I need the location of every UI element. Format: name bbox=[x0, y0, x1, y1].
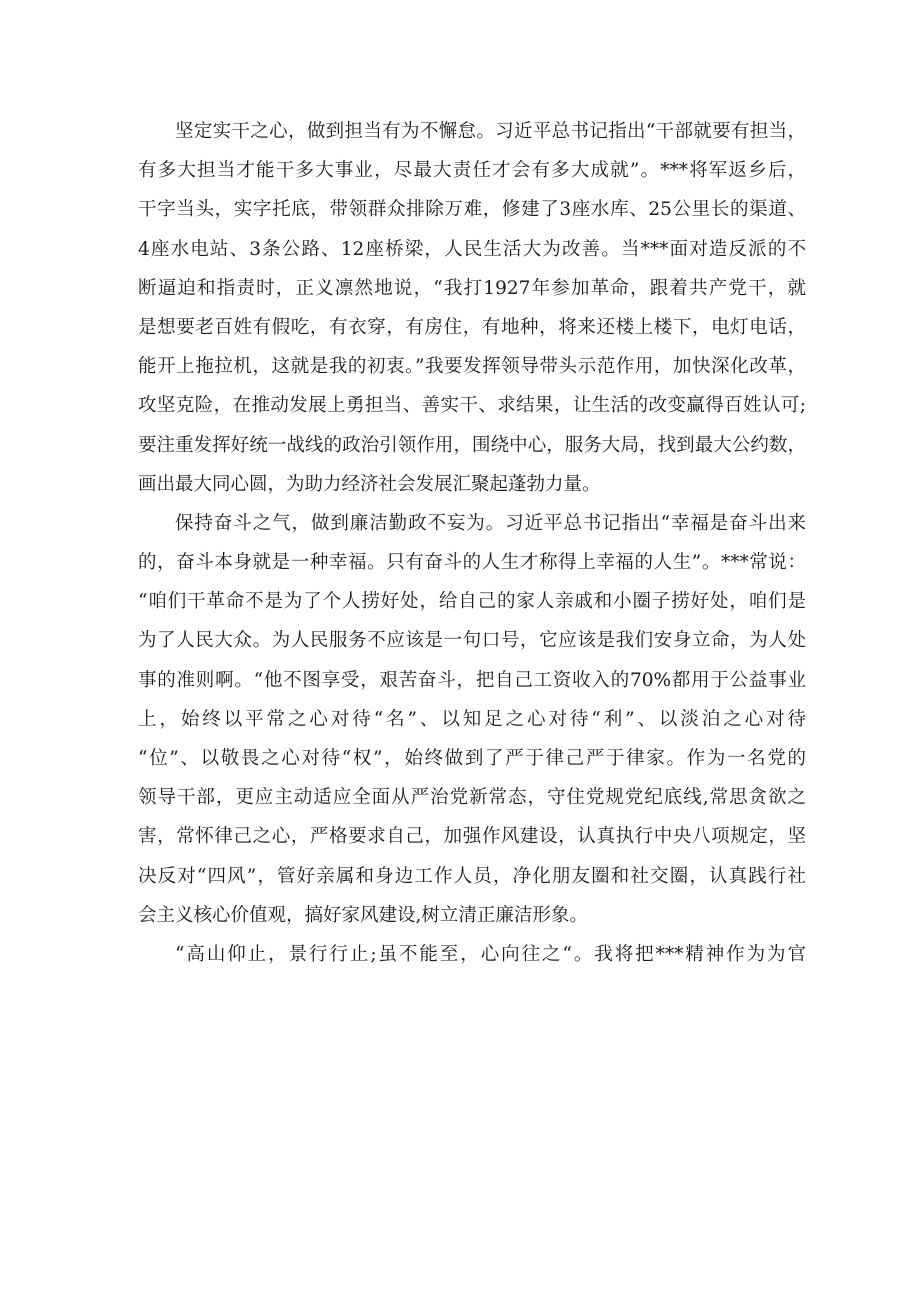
text-line: 保持奋斗之气，做到廉洁勤政不妄为。习近平总书记指出“幸福是奋斗出来 bbox=[175, 512, 806, 534]
text-line: 决反对“四风”，管好亲属和身边工作人员，净化朋友圈和社交圈，认真践行社 bbox=[138, 865, 806, 887]
text-line: 的，奋斗本身就是一种幸福。只有奋斗的人生才称得上幸福的人生”。***常说： bbox=[138, 552, 806, 574]
text-line: 上，始终以平常之心对待“名”、以知足之心对待“利”、以淡泊之心对待 bbox=[138, 708, 806, 730]
text-line: 要注重发挥好统一战线的政治引领作用，围绕中心，服务大局，找到最大公约数， bbox=[138, 434, 806, 456]
text-line: 领导干部，更应主动适应全面从严治党新常态，守住党规党纪底线,常思贪欲之 bbox=[138, 787, 806, 809]
text-line: 干字当头，实字托底，带领群众排除万难，修建了3座水库、25公里长的渠道、 bbox=[138, 199, 806, 221]
text-line: 为了人民大众。为人民服务不应该是一句口号，它应该是我们安身立命，为人处 bbox=[138, 630, 806, 652]
text-line: “咱们干革命不是为了个人捞好处，给自己的家人亲戚和小圈子捞好处，咱们是 bbox=[138, 591, 806, 613]
document-body bbox=[138, 112, 806, 974]
text-line: “高山仰止，景行行止;虽不能至，心向往之“。我将把***精神作为为官 bbox=[175, 943, 806, 965]
text-line: 画出最大同心圆，为助力经济社会发展汇聚起蓬勃力量。 bbox=[138, 473, 601, 495]
text-line: 坚定实干之心，做到担当有为不懈怠。习近平总书记指出“干部就要有担当， bbox=[175, 121, 806, 142]
paragraph-2 bbox=[138, 504, 806, 935]
text-line: 事的准则啊。“他不图享受，艰苦奋斗，把自己工资收入的70%都用于公益事业 bbox=[138, 669, 806, 691]
text-line: 会主义核心价值观，搞好家风建设,树立清正廉洁形象。 bbox=[138, 904, 588, 926]
text-line: 害，常怀律己之心，严格要求自己，加强作风建设，认真执行中央八项规定，坚 bbox=[138, 826, 806, 848]
text-line: 攻坚克险，在推动发展上勇担当、善实干、求结果，让生活的改变赢得百姓认可; bbox=[138, 395, 806, 417]
paragraph-3 bbox=[138, 935, 806, 974]
text-line: “位”、以敬畏之心对待“权”，始终做到了严于律己严于律家。作为一名党的 bbox=[138, 748, 806, 769]
text-line: 4座水电站、3条公路、12座桥梁，人民生活大为改善。当***面对造反派的不 bbox=[138, 238, 806, 260]
text-line: 有多大担当才能干多大事业，尽最大责任才会有多大成就”。***将军返乡后， bbox=[138, 160, 806, 182]
text-line: 能开上拖拉机，这就是我的初衷。”我要发挥领导带头示范作用，加快深化改革， bbox=[138, 356, 806, 378]
text-line: 断逼迫和指责时，正义凛然地说，“我打1927年参加革命，跟着共产党干，就 bbox=[138, 277, 806, 299]
paragraph-1 bbox=[138, 112, 806, 504]
text-line: 是想要老百姓有假吃，有衣穿，有房住，有地种，将来还楼上楼下，电灯电话， bbox=[138, 316, 806, 338]
